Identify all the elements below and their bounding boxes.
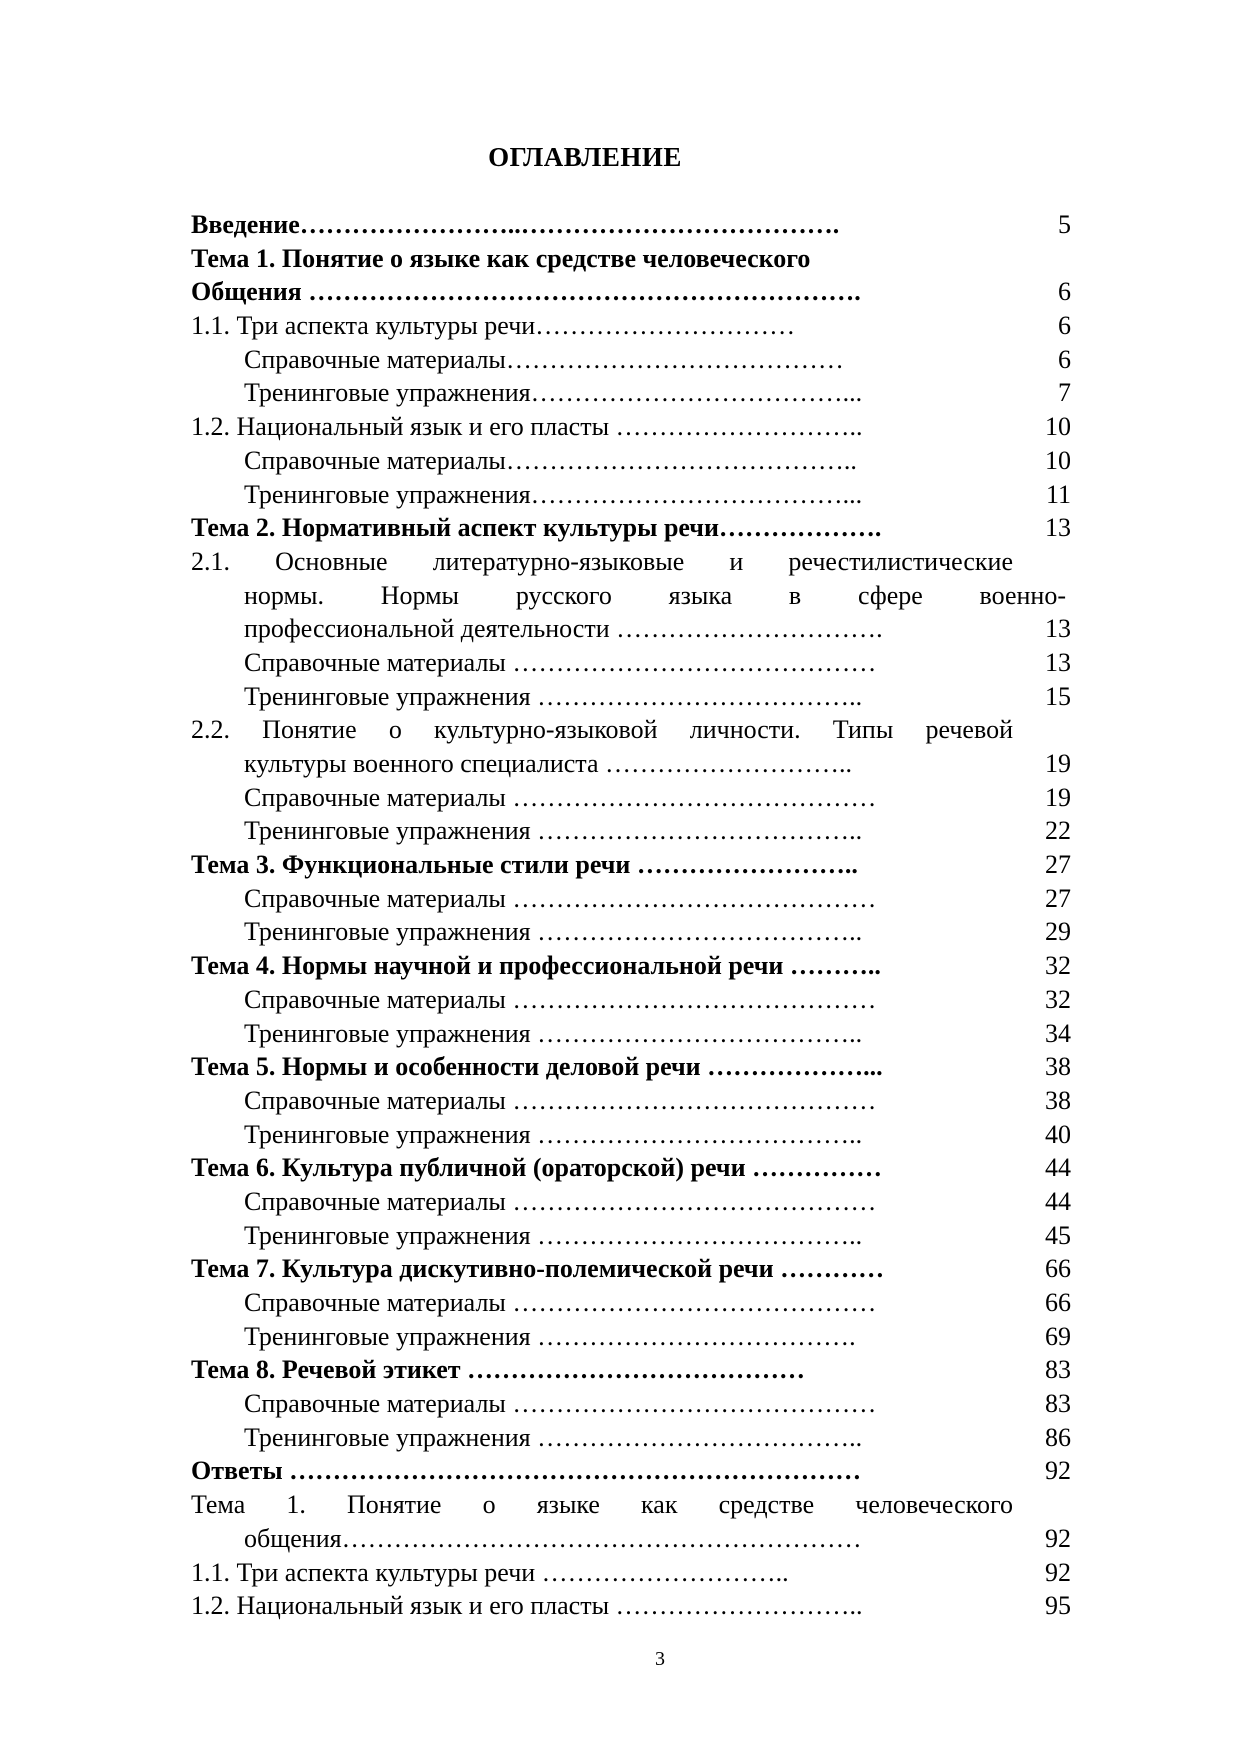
- toc-entry-text: Тренинговые упражнения………………………………...: [244, 479, 863, 509]
- toc-entry-2-1-cont[interactable]: [191, 612, 1071, 646]
- toc-entry-2-2[interactable]: [191, 713, 1071, 747]
- toc-entry-page: 15: [1045, 681, 1071, 711]
- toc-entry-text: Тема 4. Нормы научной и профессиональной речи ………..: [191, 951, 881, 981]
- page-number: 3: [655, 1648, 665, 1670]
- toc-entry-text: Тренинговые упражнения ………………………………..: [244, 917, 863, 947]
- toc-entry-2-2-cont[interactable]: [191, 747, 1071, 781]
- toc-entry-page: 6: [1058, 277, 1071, 307]
- toc-entry-page: 95: [1045, 1591, 1071, 1621]
- toc-entry-reference[interactable]: [191, 1185, 1071, 1219]
- toc-entry-topic-2[interactable]: [191, 511, 1071, 545]
- toc-entry-page: 13: [1045, 647, 1071, 677]
- toc-entry-page: 13: [1045, 513, 1071, 543]
- toc-entry-text: Тренинговые упражнения ………………………………..: [244, 681, 863, 711]
- toc-entry-exercises[interactable]: [191, 376, 1071, 410]
- table-of-contents: [191, 208, 1071, 1623]
- toc-entry-reference[interactable]: [191, 781, 1071, 815]
- toc-entry-page: 40: [1045, 1119, 1071, 1149]
- toc-entry-page: 22: [1045, 816, 1071, 846]
- toc-entry-text: 2.2. Понятие о культурно-языковой личности. Типы речевой: [191, 715, 1013, 745]
- toc-entry-text: Тренинговые упражнения ………………………………..: [244, 1018, 863, 1048]
- toc-entry-answers-1-1[interactable]: [191, 1556, 1071, 1590]
- toc-entry-topic-6[interactable]: [191, 1151, 1071, 1185]
- toc-entry-text: Тренинговые упражнения ………………………………..: [244, 816, 863, 846]
- toc-entry-topic-4[interactable]: [191, 949, 1071, 983]
- toc-entry-text: Тренинговые упражнения ………………………………..: [244, 1119, 863, 1149]
- toc-entry-page: 6: [1058, 311, 1071, 341]
- toc-entry-text: Ответы …………………………………………………………: [191, 1456, 862, 1486]
- toc-entry-reference[interactable]: [191, 343, 1071, 377]
- toc-entry-page: 83: [1045, 1355, 1071, 1385]
- toc-entry-text: Справочные материалы ……………………………………: [244, 1288, 877, 1317]
- toc-entry-reference[interactable]: [191, 882, 1071, 916]
- toc-entry-text: Тема 8. Речевой этикет …………………………………: [191, 1355, 806, 1385]
- toc-entry-page: [1013, 545, 1071, 579]
- toc-entry-text: Тема 1. Понятие о языке как средстве человеческого: [191, 1490, 1013, 1520]
- toc-entry-page: 45: [1045, 1220, 1071, 1250]
- toc-entry-page: 13: [1045, 614, 1071, 644]
- toc-entry-2-1[interactable]: [191, 545, 1071, 579]
- toc-entry-page: 66: [1045, 1254, 1071, 1284]
- toc-entry-exercises[interactable]: [191, 1320, 1071, 1354]
- toc-entry-page: 10: [1045, 412, 1071, 442]
- toc-entry-text: Тема 3. Функциональные стили речи ……………………..: [191, 850, 858, 880]
- toc-entry-page: 92: [1045, 1456, 1071, 1486]
- toc-entry-text: Тренинговые упражнения ………………………………..: [244, 1220, 863, 1250]
- toc-entry-text: Справочные материалы ……………………………………: [244, 883, 877, 913]
- toc-entry-page: 92: [1045, 1523, 1071, 1553]
- toc-entry-page: 19: [1045, 782, 1071, 812]
- toc-entry-exercises[interactable]: [191, 1017, 1071, 1051]
- toc-entry-text: Тренинговые упражнения ……………………………….: [244, 1321, 856, 1351]
- toc-entry-reference[interactable]: [191, 983, 1071, 1017]
- toc-entry-page: 27: [1045, 850, 1071, 880]
- toc-entry-answers-1-2[interactable]: [191, 1589, 1071, 1623]
- toc-entry-answers-topic-1-cont[interactable]: [191, 1522, 1071, 1556]
- toc-entry-text: 1.2. Национальный язык и его пласты ………………………..: [191, 1591, 863, 1621]
- toc-entry-page: [1013, 242, 1071, 276]
- toc-entry-text: 1.1. Три аспекта культуры речи…………………………: [191, 311, 796, 341]
- toc-entry-page: 69: [1045, 1321, 1071, 1351]
- toc-entry-exercises[interactable]: [191, 1421, 1071, 1455]
- toc-entry-text: Справочные материалы…………………………………..: [244, 445, 857, 475]
- toc-entry-text: Тема 7. Культура дискутивно-полемической речи …………: [191, 1254, 885, 1284]
- toc-entry-text: Справочные материалы ……………………………………: [244, 647, 877, 677]
- toc-entry-reference[interactable]: [191, 444, 1071, 478]
- toc-entry-text: Справочные материалы…………………………………: [244, 344, 844, 374]
- toc-entry-1-1[interactable]: [191, 309, 1071, 343]
- toc-entry-text: 2.1. Основные литературно-языковые и речестилистические: [191, 546, 1013, 576]
- toc-entry-text: Справочные материалы ……………………………………: [244, 984, 877, 1014]
- toc-entry-text: общения……………………………………………………: [244, 1523, 862, 1553]
- toc-entry-2-1-cont[interactable]: [191, 579, 1071, 613]
- toc-entry-page: 7: [1058, 378, 1071, 408]
- toc-entry-topic-1[interactable]: [191, 242, 1071, 276]
- toc-entry-page: 19: [1045, 749, 1071, 778]
- toc-entry-text: Тема 6. Культура публичной (ораторской) речи ……………: [191, 1153, 883, 1183]
- toc-entry-page: 44: [1045, 1186, 1071, 1216]
- toc-entry-page: 10: [1045, 445, 1071, 475]
- toc-entry-page: 11: [1045, 479, 1071, 509]
- toc-entry-page: 92: [1045, 1557, 1071, 1587]
- toc-entry-page: 5: [1058, 210, 1071, 239]
- toc-entry-page: [1013, 1488, 1071, 1522]
- toc-entry-page: 32: [1045, 984, 1071, 1014]
- toc-entry-reference[interactable]: [191, 1286, 1071, 1320]
- toc-entry-text: Справочные материалы ……………………………………: [244, 1186, 877, 1216]
- toc-entry-reference[interactable]: [191, 1387, 1071, 1421]
- toc-entry-text: Введение……………………..……………………………….: [191, 210, 840, 239]
- toc-entry-text: Тренинговые упражнения ………………………………..: [244, 1422, 863, 1452]
- toc-entry-text: Тема 2. Нормативный аспект культуры речи……………….: [191, 513, 882, 543]
- toc-entry-page: [1013, 713, 1071, 747]
- toc-entry-page: [1066, 579, 1124, 613]
- toc-entry-answers[interactable]: [191, 1454, 1071, 1488]
- toc-entry-text: культуры военного специалиста ………………………..: [244, 749, 852, 778]
- toc-entry-introduction[interactable]: [191, 208, 1071, 242]
- toc-entry-topic-1-cont[interactable]: [191, 275, 1071, 309]
- toc-entry-exercises[interactable]: [191, 680, 1071, 714]
- toc-entry-page: 86: [1045, 1422, 1071, 1452]
- toc-entry-text: Тема 1. Понятие о языке как средстве человеческого: [191, 243, 811, 273]
- toc-entry-page: 66: [1045, 1288, 1071, 1317]
- toc-entry-text: Справочные материалы ……………………………………: [244, 1085, 877, 1115]
- toc-entry-exercises[interactable]: [191, 1118, 1071, 1152]
- toc-entry-text: Тренинговые упражнения………………………………...: [244, 378, 863, 408]
- toc-entry-topic-3[interactable]: [191, 848, 1071, 882]
- toc-entry-page: 27: [1045, 883, 1071, 913]
- toc-entry-1-2[interactable]: [191, 410, 1071, 444]
- toc-entry-exercises[interactable]: [191, 478, 1071, 512]
- toc-entry-page: 34: [1045, 1018, 1071, 1048]
- toc-entry-page: 32: [1045, 951, 1071, 981]
- toc-entry-exercises[interactable]: [191, 814, 1071, 848]
- page-title: ОГЛАВЛЕНИЕ: [488, 142, 682, 172]
- toc-entry-page: 29: [1045, 917, 1071, 947]
- toc-entry-exercises[interactable]: [191, 1219, 1071, 1253]
- toc-entry-text: Общения ……………………………………………………….: [191, 277, 861, 307]
- toc-entry-reference[interactable]: [191, 646, 1071, 680]
- toc-entry-page: 6: [1058, 344, 1071, 374]
- toc-entry-text: Тема 5. Нормы и особенности деловой речи ………………...: [191, 1052, 883, 1082]
- toc-entry-text: профессиональной деятельности ………………………….: [244, 614, 883, 644]
- toc-entry-page: 44: [1045, 1153, 1071, 1183]
- toc-entry-text: 1.1. Три аспекта культуры речи ………………………..: [191, 1557, 789, 1587]
- toc-entry-exercises[interactable]: [191, 915, 1071, 949]
- toc-entry-page: 38: [1045, 1085, 1071, 1115]
- toc-entry-topic-7[interactable]: [191, 1252, 1071, 1286]
- toc-entry-reference[interactable]: [191, 1084, 1071, 1118]
- toc-entry-text: Справочные материалы ……………………………………: [244, 1389, 877, 1419]
- toc-entry-topic-5[interactable]: [191, 1050, 1071, 1084]
- toc-entry-answers-topic-1[interactable]: [191, 1488, 1071, 1522]
- toc-entry-topic-8[interactable]: [191, 1353, 1071, 1387]
- toc-entry-text: 1.2. Национальный язык и его пласты ………………………..: [191, 412, 863, 442]
- toc-entry-page: 38: [1045, 1052, 1071, 1082]
- toc-entry-text: нормы. Нормы русского языка в сфере военно-: [244, 580, 1066, 610]
- toc-entry-text: Справочные материалы ……………………………………: [244, 782, 877, 812]
- toc-entry-page: 83: [1045, 1389, 1071, 1419]
